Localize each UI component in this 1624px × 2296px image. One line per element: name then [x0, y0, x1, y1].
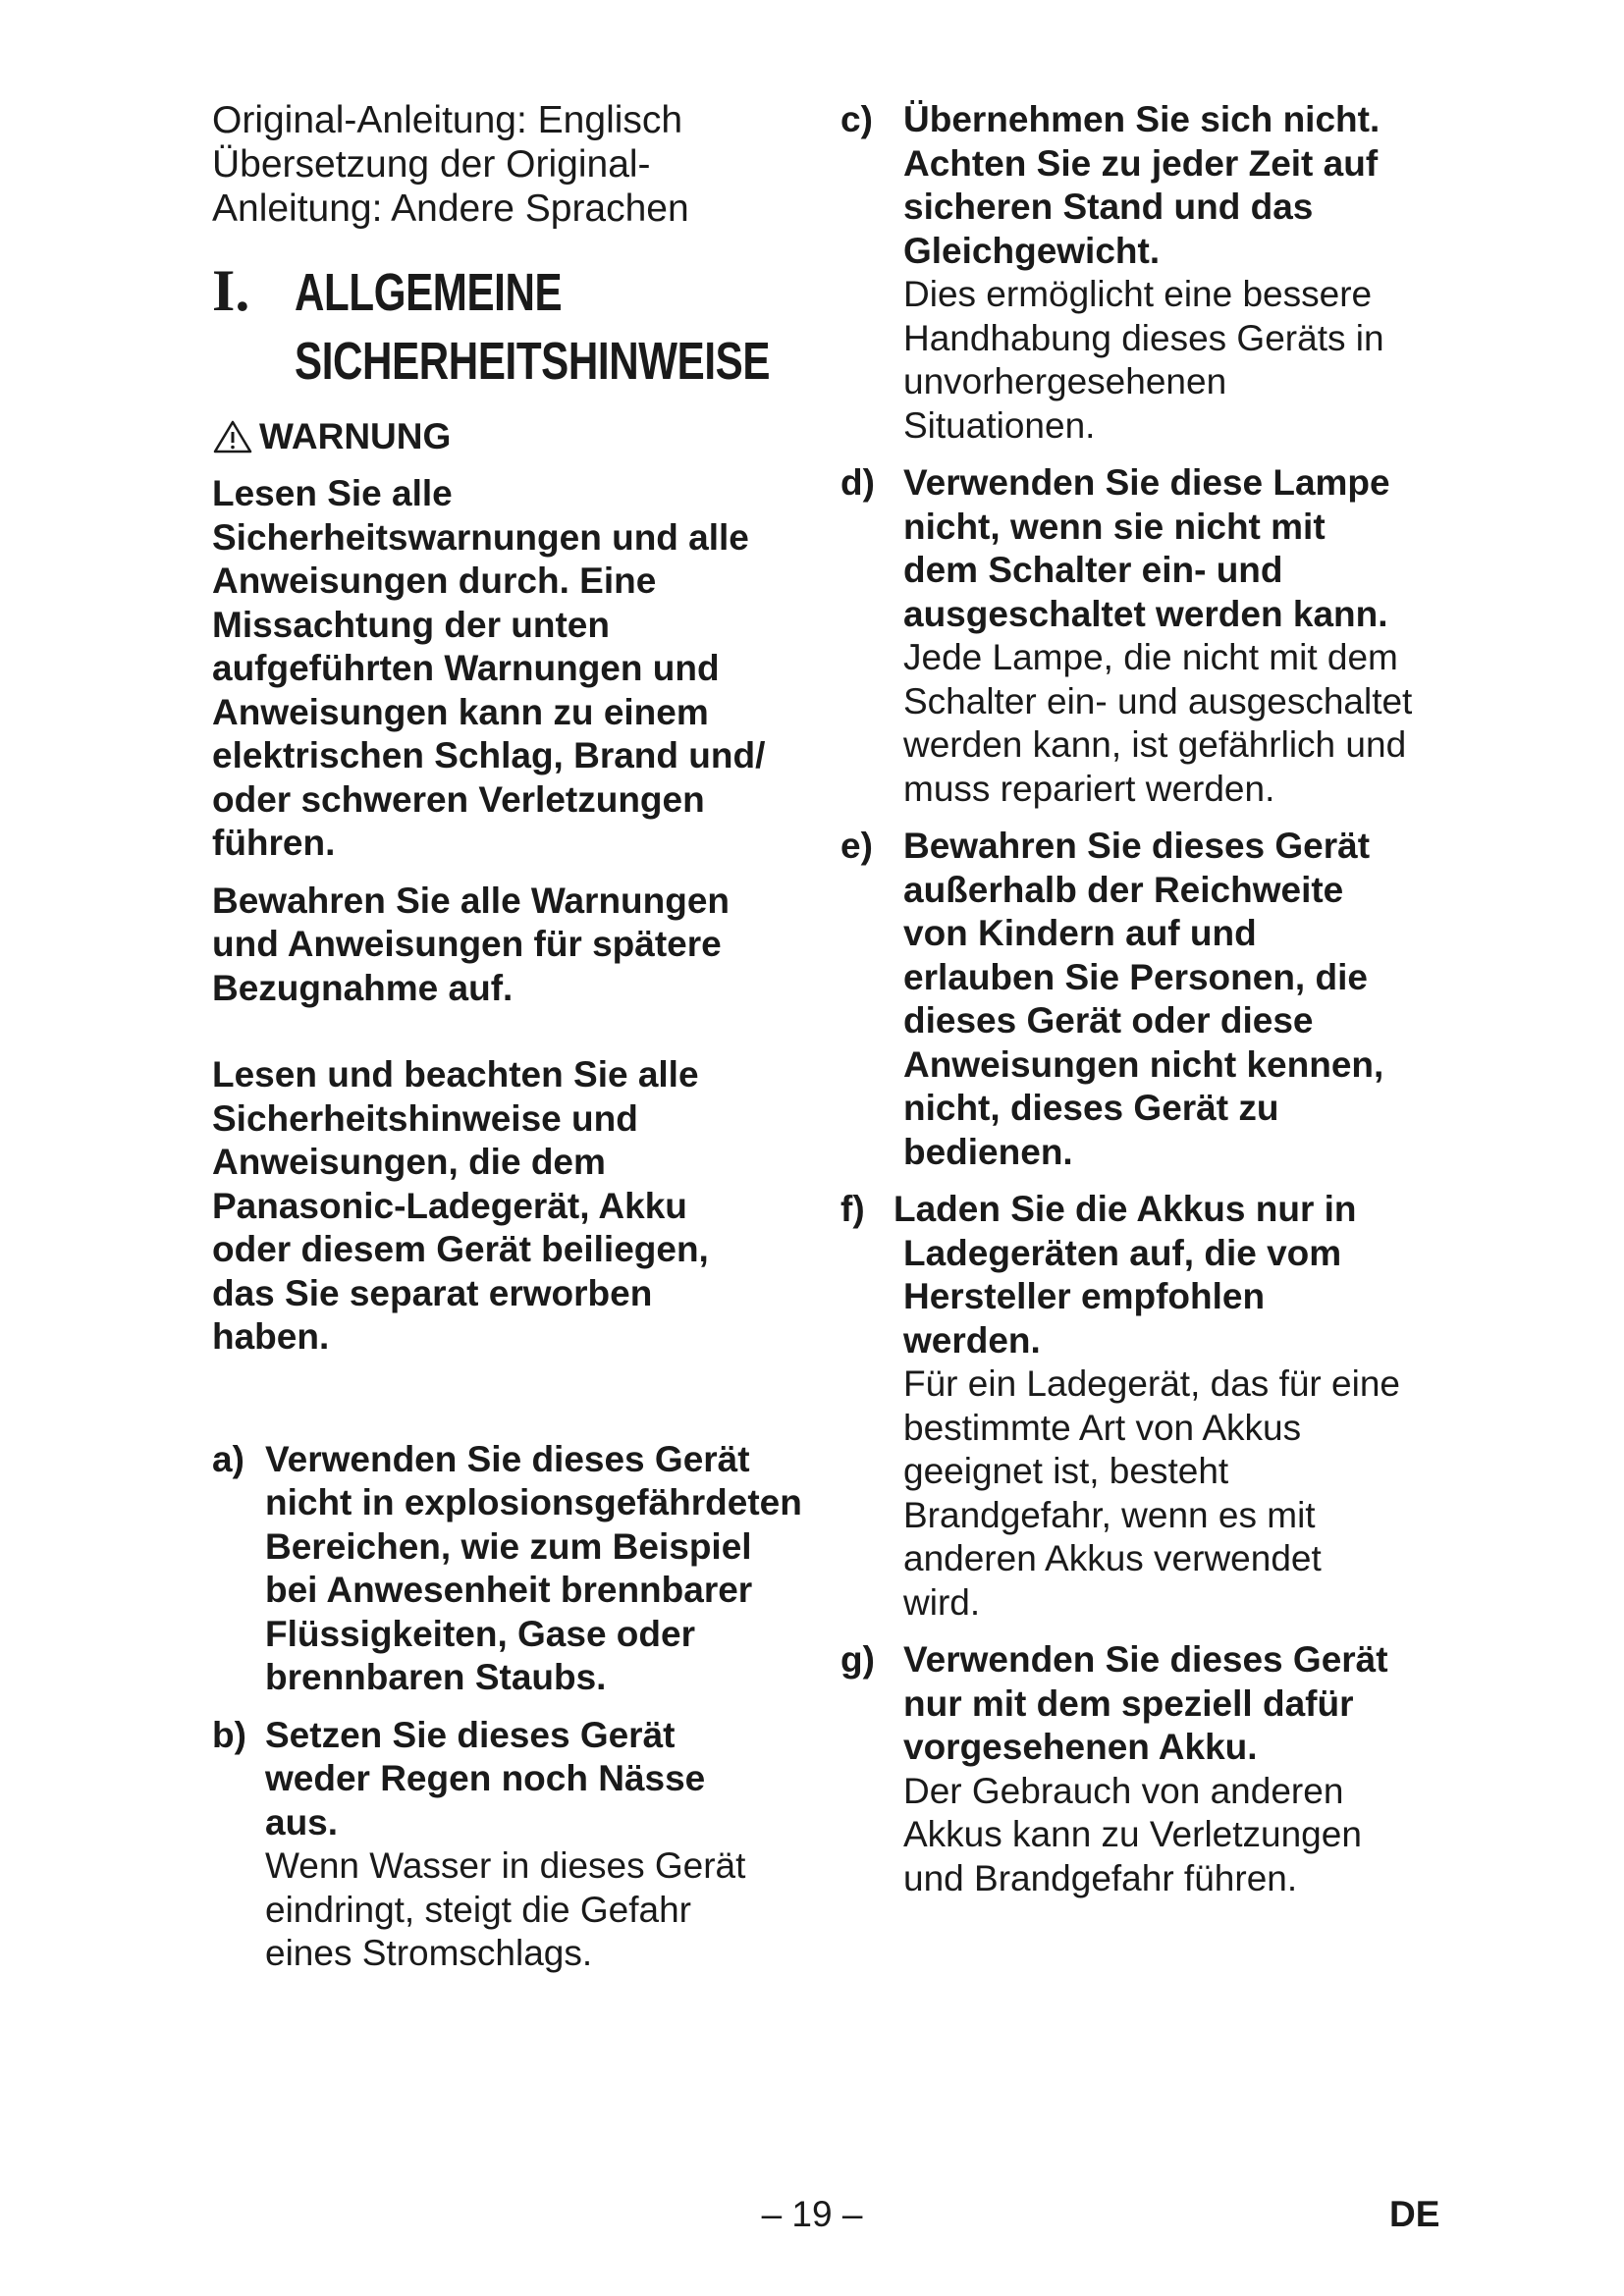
translation-note [212, 98, 840, 231]
item-heading-line: Verwenden Sie diese Lampe [903, 462, 1390, 503]
item-description-line: Schalter ein- und ausgeschaltet [903, 680, 1413, 721]
item-heading [893, 1188, 1469, 1362]
translation-note-line: Original-Anleitung: Englisch [212, 99, 683, 141]
section-title [295, 258, 770, 396]
item-letter: f) [840, 1189, 865, 1229]
item-description-line: Dies ermöglicht eine bessere [903, 274, 1373, 314]
safety-item-e [840, 825, 1469, 1174]
item-heading-line: Bereichen, wie zum Beispiel [265, 1525, 752, 1567]
item-description [265, 1844, 840, 1976]
item-description [903, 1362, 1469, 1625]
item-letter: c) [840, 99, 873, 139]
item-description-line: und Brandgefahr führen. [903, 1857, 1298, 1898]
item-heading-line: Bewahren Sie dieses Gerät [903, 826, 1371, 866]
item-description-line: muss repariert werden. [903, 768, 1275, 809]
paragraph-line: Missachtung der unten [212, 604, 610, 645]
item-description-line: anderen Akkus verwendet [903, 1538, 1322, 1578]
page-number: – 19 – [761, 2194, 863, 2234]
paragraph-line: Lesen und beachten Sie alle [212, 1054, 699, 1095]
item-description-line: werden kann, ist gefährlich und [903, 724, 1407, 765]
item-letter: g) [840, 1639, 875, 1680]
item-heading-line: erlauben Sie Personen, die [903, 956, 1368, 997]
item-letter: b) [212, 1714, 246, 1755]
item-description [903, 636, 1469, 811]
safety-item-b [212, 1714, 840, 1976]
item-letter: d) [840, 462, 875, 503]
warning-icon [212, 419, 253, 454]
warning-label [212, 415, 840, 458]
item-heading-line: nicht in explosionsgefährdeten [265, 1482, 802, 1522]
left-column [212, 98, 840, 1976]
item-description-line: unvorhergesehenen [903, 361, 1227, 401]
item-description-line: Situationen. [903, 404, 1096, 446]
item-heading-line: ausgeschaltet werden kann. [903, 593, 1388, 634]
item-heading-line: weder Regen noch Nässe [265, 1758, 706, 1798]
item-heading-line: sicheren Stand und das [903, 187, 1314, 227]
item-description [903, 273, 1469, 448]
item-heading-line: Gleichgewicht. [903, 230, 1161, 271]
item-description-line: bestimmte Art von Akkus [903, 1407, 1302, 1448]
item-heading-line: Ladegeräten auf, die vom [903, 1232, 1342, 1273]
item-heading-line: Setzen Sie dieses Gerät [265, 1714, 676, 1755]
item-heading [903, 461, 1469, 636]
item-description-line: Für ein Ladegerät, das für eine [903, 1363, 1400, 1404]
paragraph-line: Anweisungen, die dem [212, 1142, 606, 1182]
item-description [903, 1770, 1469, 1901]
paragraph-line: oder schweren Verletzungen [212, 778, 705, 820]
item-heading-line: vorgesehenen Akku. [903, 1727, 1258, 1767]
section-title-line: ALLGEMEINE [295, 263, 563, 322]
paragraph-line: elektrischen Schlag, Brand und/ [212, 735, 766, 775]
read-warnings-paragraph [212, 472, 840, 866]
keep-instructions-paragraph [212, 880, 840, 1011]
item-description-line: geeignet ist, besteht [903, 1451, 1229, 1491]
item-heading-line: nicht, dieses Gerät zu [903, 1088, 1279, 1128]
item-heading [903, 825, 1469, 1174]
paragraph-line: das Sie separat erworben [212, 1272, 653, 1313]
paragraph-line: oder diesem Gerät beiliegen, [212, 1229, 709, 1269]
item-heading-line: Hersteller empfohlen [903, 1276, 1266, 1316]
paragraph-line: Lesen Sie alle [212, 473, 453, 513]
paragraph-line: Sicherheitshinweise und [212, 1097, 638, 1139]
paragraph-line: aufgeführten Warnungen und [212, 648, 720, 688]
item-heading-line: nur mit dem speziell dafür [903, 1682, 1354, 1724]
warning-text: WARNUNG [259, 416, 452, 456]
language-code: DE [1389, 2194, 1440, 2234]
paragraph-line: Anweisungen kann zu einem [212, 691, 709, 732]
section-title-line: SICHERHEITSHINWEISE [295, 332, 771, 391]
safety-item-c [840, 98, 1469, 448]
accessory-instructions-paragraph [212, 1053, 840, 1360]
item-description-line: Der Gebrauch von anderen [903, 1770, 1344, 1811]
safety-item-f [840, 1188, 1469, 1625]
item-description-line: Akkus kann zu Verletzungen [903, 1814, 1362, 1854]
item-description-line: eindringt, steigt die Gefahr [265, 1889, 691, 1930]
section-number: I. [212, 258, 250, 323]
item-description-line: Wenn Wasser in dieses Gerät [265, 1845, 746, 1886]
item-heading-line: Laden Sie die Akkus nur in [893, 1189, 1357, 1229]
item-heading-line: Übernehmen Sie sich nicht. [903, 99, 1380, 139]
item-heading-line: bei Anwesenheit brennbarer [265, 1570, 753, 1610]
paragraph-line: Sicherheitswarnungen und alle [212, 516, 749, 558]
item-heading-line: werden. [903, 1319, 1041, 1361]
item-heading-line: Achten Sie zu jeder Zeit auf [903, 142, 1379, 184]
item-heading [903, 98, 1469, 273]
item-heading [265, 1438, 840, 1700]
safety-item-d [840, 461, 1469, 811]
safety-item-a [212, 1438, 840, 1700]
item-heading-line: dem Schalter ein- und [903, 550, 1283, 590]
right-column [840, 98, 1469, 1900]
item-heading [265, 1714, 840, 1845]
item-description-line: eines Stromschlags. [265, 1933, 593, 1973]
item-letter: e) [840, 826, 873, 866]
item-heading-line: dieses Gerät oder diese [903, 1000, 1314, 1041]
safety-list-left [212, 1438, 840, 1976]
paragraph-line: führen. [212, 823, 336, 863]
safety-item-g [840, 1638, 1469, 1900]
item-heading-line: von Kindern auf und [903, 913, 1257, 953]
paragraph-line: haben. [212, 1316, 330, 1357]
item-description-line: wird. [903, 1581, 981, 1623]
paragraph-line: Bewahren Sie alle Warnungen [212, 880, 731, 921]
section-heading [212, 258, 840, 396]
item-letter: a) [212, 1438, 244, 1479]
item-heading-line: nicht, wenn sie nicht mit [903, 506, 1326, 547]
translation-note-line: Übersetzung der Original- [212, 143, 651, 186]
item-heading-line: Verwenden Sie dieses Gerät [903, 1639, 1388, 1680]
item-heading-line: Verwenden Sie dieses Gerät [265, 1438, 750, 1479]
translation-note-line: Anleitung: Andere Sprachen [212, 187, 689, 230]
paragraph-line: Anweisungen durch. Eine [212, 561, 657, 601]
item-heading [903, 1638, 1469, 1770]
item-heading-line: Flüssigkeiten, Gase oder [265, 1613, 695, 1654]
item-description-line: Brandgefahr, wenn es mit [903, 1494, 1316, 1535]
item-heading-line: außerhalb der Reichweite [903, 869, 1344, 910]
paragraph-line: Panasonic-Ladegerät, Akku [212, 1185, 687, 1226]
item-heading-line: Anweisungen nicht kennen, [903, 1043, 1384, 1085]
paragraph-line: Bezugnahme auf. [212, 967, 514, 1008]
paragraph-line: und Anweisungen für spätere [212, 924, 722, 964]
item-heading-line: bedienen. [903, 1131, 1073, 1172]
item-heading-line: aus. [265, 1801, 339, 1842]
item-description-line: Handhabung dieses Geräts in [903, 317, 1384, 358]
item-heading-line: brennbaren Staubs. [265, 1657, 607, 1697]
item-description-line: Jede Lampe, die nicht mit dem [903, 637, 1398, 677]
